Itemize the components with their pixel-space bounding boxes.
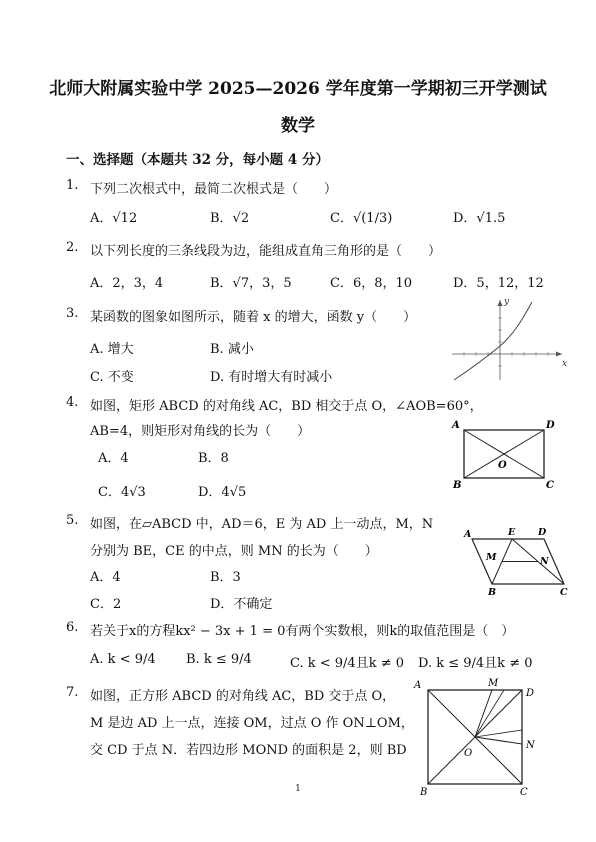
q4-option-d: D．4√5 bbox=[198, 485, 247, 500]
q2-option-c: C．6，8，10 bbox=[330, 276, 413, 291]
q7-stem-line2: M 是边 AD 上一点，连接 OM，过点 O 作 ON⊥OM， bbox=[90, 716, 414, 731]
q6-number: 6. bbox=[66, 620, 79, 635]
q3-option-a: A. 增大 bbox=[90, 342, 134, 357]
label-b: B bbox=[488, 587, 497, 598]
page-number: 1 bbox=[295, 784, 301, 794]
q4-option-b: B．8 bbox=[198, 451, 229, 466]
segment-on bbox=[475, 737, 522, 744]
label-d: D bbox=[538, 527, 547, 538]
q5-option-c: C．2 bbox=[90, 597, 122, 612]
q3-stem: 某函数的图象如图所示，随着 x 的增大，函数 y（ ） bbox=[90, 310, 417, 325]
q2-number: 2. bbox=[66, 240, 79, 255]
q3-option-c: C. 不变 bbox=[90, 370, 134, 385]
q4-option-c: C．4√3 bbox=[98, 485, 146, 500]
q3-function-graph bbox=[450, 296, 568, 382]
q1-option-d: D．√1.5 bbox=[453, 211, 506, 226]
label-a: A bbox=[452, 420, 460, 431]
q2-option-d: D．5，12，12 bbox=[453, 276, 544, 291]
q1-stem: 下列二次根式中，最简二次根式是（ ） bbox=[90, 182, 338, 197]
q3-option-b: B. 减小 bbox=[210, 342, 254, 357]
label-m: M bbox=[486, 552, 497, 563]
q6-option-c: C. k < 9/4且k ≠ 0 bbox=[290, 656, 405, 671]
section-heading: 一、选择题（本题共 32 分，每小题 4 分） bbox=[66, 152, 329, 168]
page-title: 北师大附属实验中学 2025—2026 学年度第一学期初三开学测试 bbox=[49, 79, 547, 99]
y-axis-label: y bbox=[504, 297, 510, 307]
q2-option-b: B．√7，3，5 bbox=[210, 276, 292, 291]
function-curve bbox=[454, 302, 532, 380]
label-b: B bbox=[420, 787, 428, 798]
q7-stem-line1: 如图，正方形 ABCD 的对角线 AC，BD 交于点 O， bbox=[90, 689, 396, 704]
q4-number: 4. bbox=[66, 395, 79, 410]
q2-option-a: A．2，3，4 bbox=[90, 276, 164, 291]
q1-option-a: A．√12 bbox=[90, 211, 138, 226]
label-e: E bbox=[508, 527, 516, 538]
q7-stem-line3: 交 CD 于点 N．若四边形 MOND 的面积是 2，则 BD bbox=[90, 743, 407, 758]
label-n: N bbox=[540, 556, 549, 567]
label-a: A bbox=[464, 529, 472, 540]
axis-ticks bbox=[464, 318, 548, 366]
label-c: C bbox=[560, 587, 568, 598]
label-n: N bbox=[526, 740, 535, 751]
q6-option-b: B. k ≤ 9/4 bbox=[186, 652, 252, 667]
q5-option-a: A．4 bbox=[90, 570, 121, 585]
x-axis-label: x bbox=[562, 359, 568, 369]
q6-stem: 若关于x的方程kx² − 3x + 1 = 0有两个实数根，则k的取值范围是（ ） bbox=[90, 624, 515, 639]
q4-rectangle-figure bbox=[448, 416, 560, 494]
q6-option-a: A. k < 9/4 bbox=[90, 652, 156, 667]
label-b: B bbox=[453, 480, 462, 491]
segment-extra-2 bbox=[475, 730, 522, 737]
label-c: C bbox=[546, 480, 554, 491]
q1-option-b: B．√2 bbox=[210, 211, 250, 226]
q5-option-d: D．不确定 bbox=[210, 597, 273, 612]
q4-option-a: A．4 bbox=[98, 451, 129, 466]
q5-stem-line2: 分别为 BE，CE 的中点，则 MN 的长为（ ） bbox=[90, 544, 378, 559]
label-c: C bbox=[520, 787, 528, 798]
y-axis-arrow bbox=[498, 300, 503, 306]
q7-square-figure bbox=[410, 674, 542, 798]
q7-number: 7. bbox=[66, 685, 79, 700]
q3-option-d: D. 有时增大有时减小 bbox=[210, 370, 333, 385]
subject-title: 数学 bbox=[281, 116, 315, 136]
q4-stem-line2: AB=4，则矩形对角线的长为（ ） bbox=[90, 424, 311, 439]
q3-number: 3. bbox=[66, 306, 79, 321]
q5-parallelogram-figure bbox=[458, 524, 574, 598]
q5-option-b: B．3 bbox=[210, 570, 241, 585]
q1-number: 1. bbox=[66, 178, 79, 193]
label-o: O bbox=[464, 748, 473, 759]
label-o: O bbox=[498, 460, 507, 471]
q6-option-d: D. k ≤ 9/4且k ≠ 0 bbox=[418, 656, 533, 671]
q4-stem-line1: 如图，矩形 ABCD 的对角线 AC，BD 相交于点 O，∠AOB=60°， bbox=[90, 399, 483, 414]
label-m: M bbox=[488, 678, 499, 689]
x-axis-arrow bbox=[556, 352, 562, 357]
q5-number: 5. bbox=[66, 513, 79, 528]
q1-option-c: C．√(1/3) bbox=[330, 211, 393, 226]
q5-stem-line1: 如图，在▱ABCD 中，AD＝6，E 为 AD 上一动点，M，N bbox=[90, 517, 434, 532]
label-a: A bbox=[414, 680, 422, 691]
label-d: D bbox=[546, 420, 555, 431]
label-d: D bbox=[526, 688, 535, 699]
q2-stem: 以下列长度的三条线段为边，能组成直角三角形的是（ ） bbox=[90, 244, 442, 259]
